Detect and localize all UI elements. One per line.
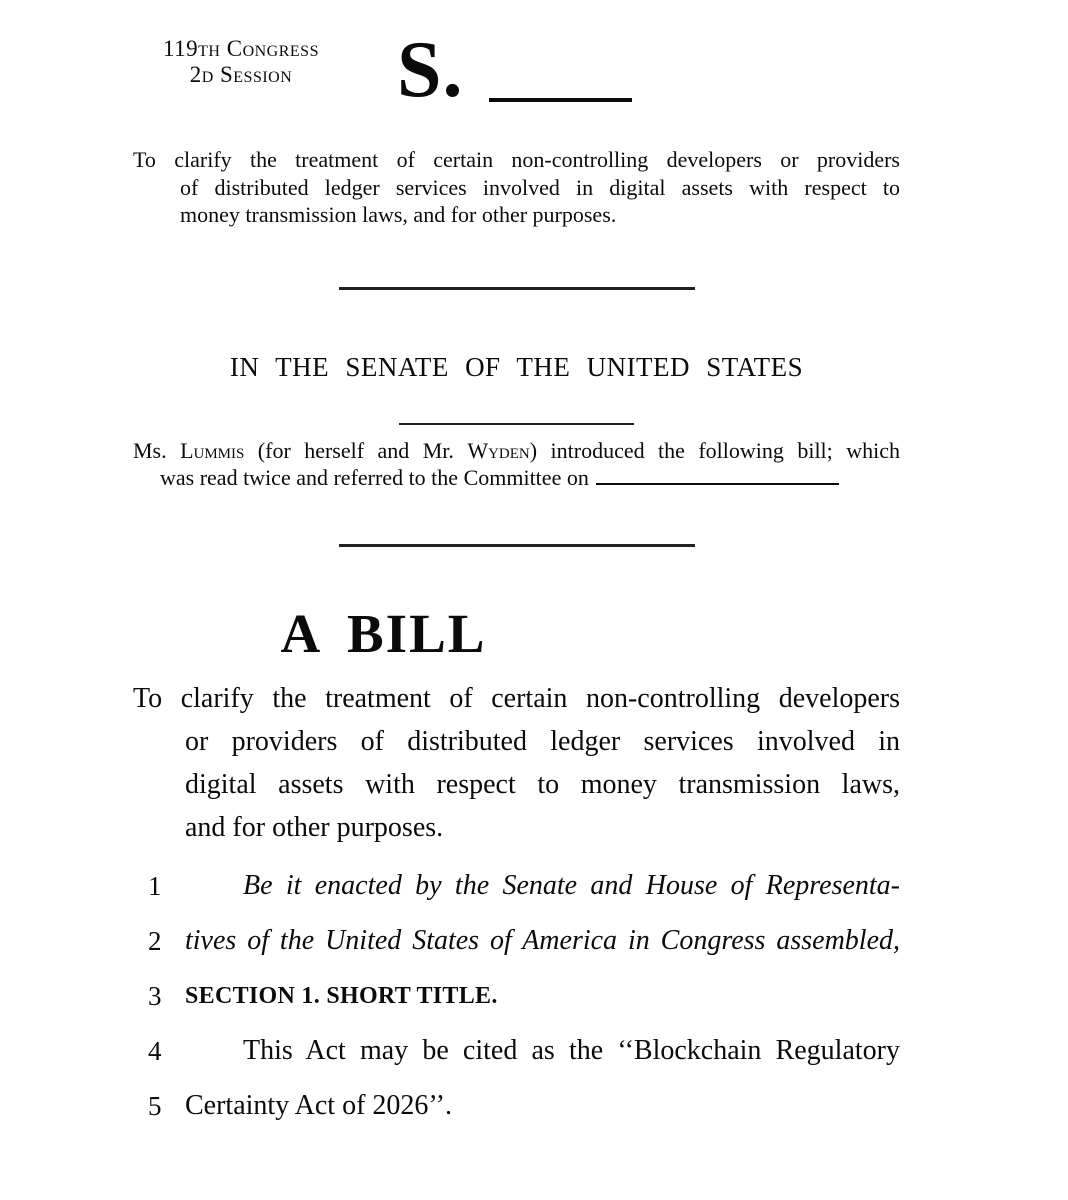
long-title-line: or providers of distributed ledger services involved in bbox=[185, 725, 900, 757]
sponsor-line-2 bbox=[133, 464, 900, 491]
long-title-line: and for other purposes. bbox=[185, 811, 444, 843]
divider-rule-top bbox=[339, 287, 695, 290]
senate-heading: IN THE SENATE OF THE UNITED STATES bbox=[229, 351, 804, 382]
official-title-line: To clarify the treatment of certain non-controlling developers or providers bbox=[133, 147, 900, 172]
sponsor-paragraph bbox=[133, 437, 900, 491]
bill-number bbox=[397, 26, 632, 114]
section-heading: SECTION 1. SHORT TITLE. bbox=[185, 982, 498, 1009]
official-title bbox=[133, 146, 900, 229]
sponsor-line-1 bbox=[133, 437, 900, 464]
referral-text: was read twice and referred to the Committee on bbox=[160, 464, 589, 490]
body-line-5 bbox=[133, 1091, 900, 1121]
sponsor-name: Lummis bbox=[180, 437, 245, 463]
line-number: 3 bbox=[148, 980, 162, 1011]
bill-header bbox=[133, 26, 1068, 114]
divider-rule-bottom bbox=[339, 544, 695, 547]
long-title bbox=[133, 677, 900, 849]
long-title-line: To clarify the treatment of certain non-controlling developers bbox=[133, 682, 900, 714]
long-title-line: digital assets with respect to money transmission laws, bbox=[185, 768, 900, 800]
short-title-line: This Act may be cited as the ‘‘Blockchain Regulatory bbox=[243, 1034, 900, 1066]
line-number: 1 bbox=[148, 870, 162, 901]
line-number: 5 bbox=[148, 1090, 162, 1121]
bill-body bbox=[133, 871, 900, 1121]
short-title-line: Certainty Act of 2026’’. bbox=[185, 1089, 452, 1121]
congress-session-block bbox=[133, 36, 349, 88]
cosponsor-name: Wyden bbox=[467, 437, 530, 463]
body-line-2 bbox=[133, 926, 900, 956]
enacting-clause-line: tives of the United States of America in Congress assembled, bbox=[185, 924, 900, 956]
body-line-1 bbox=[133, 871, 900, 901]
official-title-line: money transmission laws, and for other purposes. bbox=[180, 202, 617, 227]
body-line-3 bbox=[133, 981, 900, 1011]
bill-number-prefix: S. bbox=[397, 26, 464, 114]
sponsor-prefix: Ms. bbox=[133, 437, 181, 463]
line-number: 2 bbox=[148, 925, 162, 956]
congress-label: 119th Congress bbox=[163, 36, 319, 61]
committee-blank-line bbox=[596, 478, 839, 485]
enacting-clause-line: Be it enacted by the Senate and House of Representa- bbox=[243, 869, 900, 901]
session-label: 2d Session bbox=[189, 62, 293, 87]
divider-rule-middle bbox=[399, 423, 634, 425]
bill-number-blank-line bbox=[489, 92, 632, 102]
official-title-line: of distributed ledger services involved in digital assets with respect to bbox=[180, 174, 900, 200]
line-number: 4 bbox=[148, 1035, 162, 1066]
sponsor-suffix: ) introduced the following bill; which bbox=[529, 437, 900, 463]
bill-title: A BILL bbox=[280, 602, 487, 664]
sponsor-middle: (for herself and Mr. bbox=[244, 437, 468, 463]
body-line-4 bbox=[133, 1036, 900, 1066]
